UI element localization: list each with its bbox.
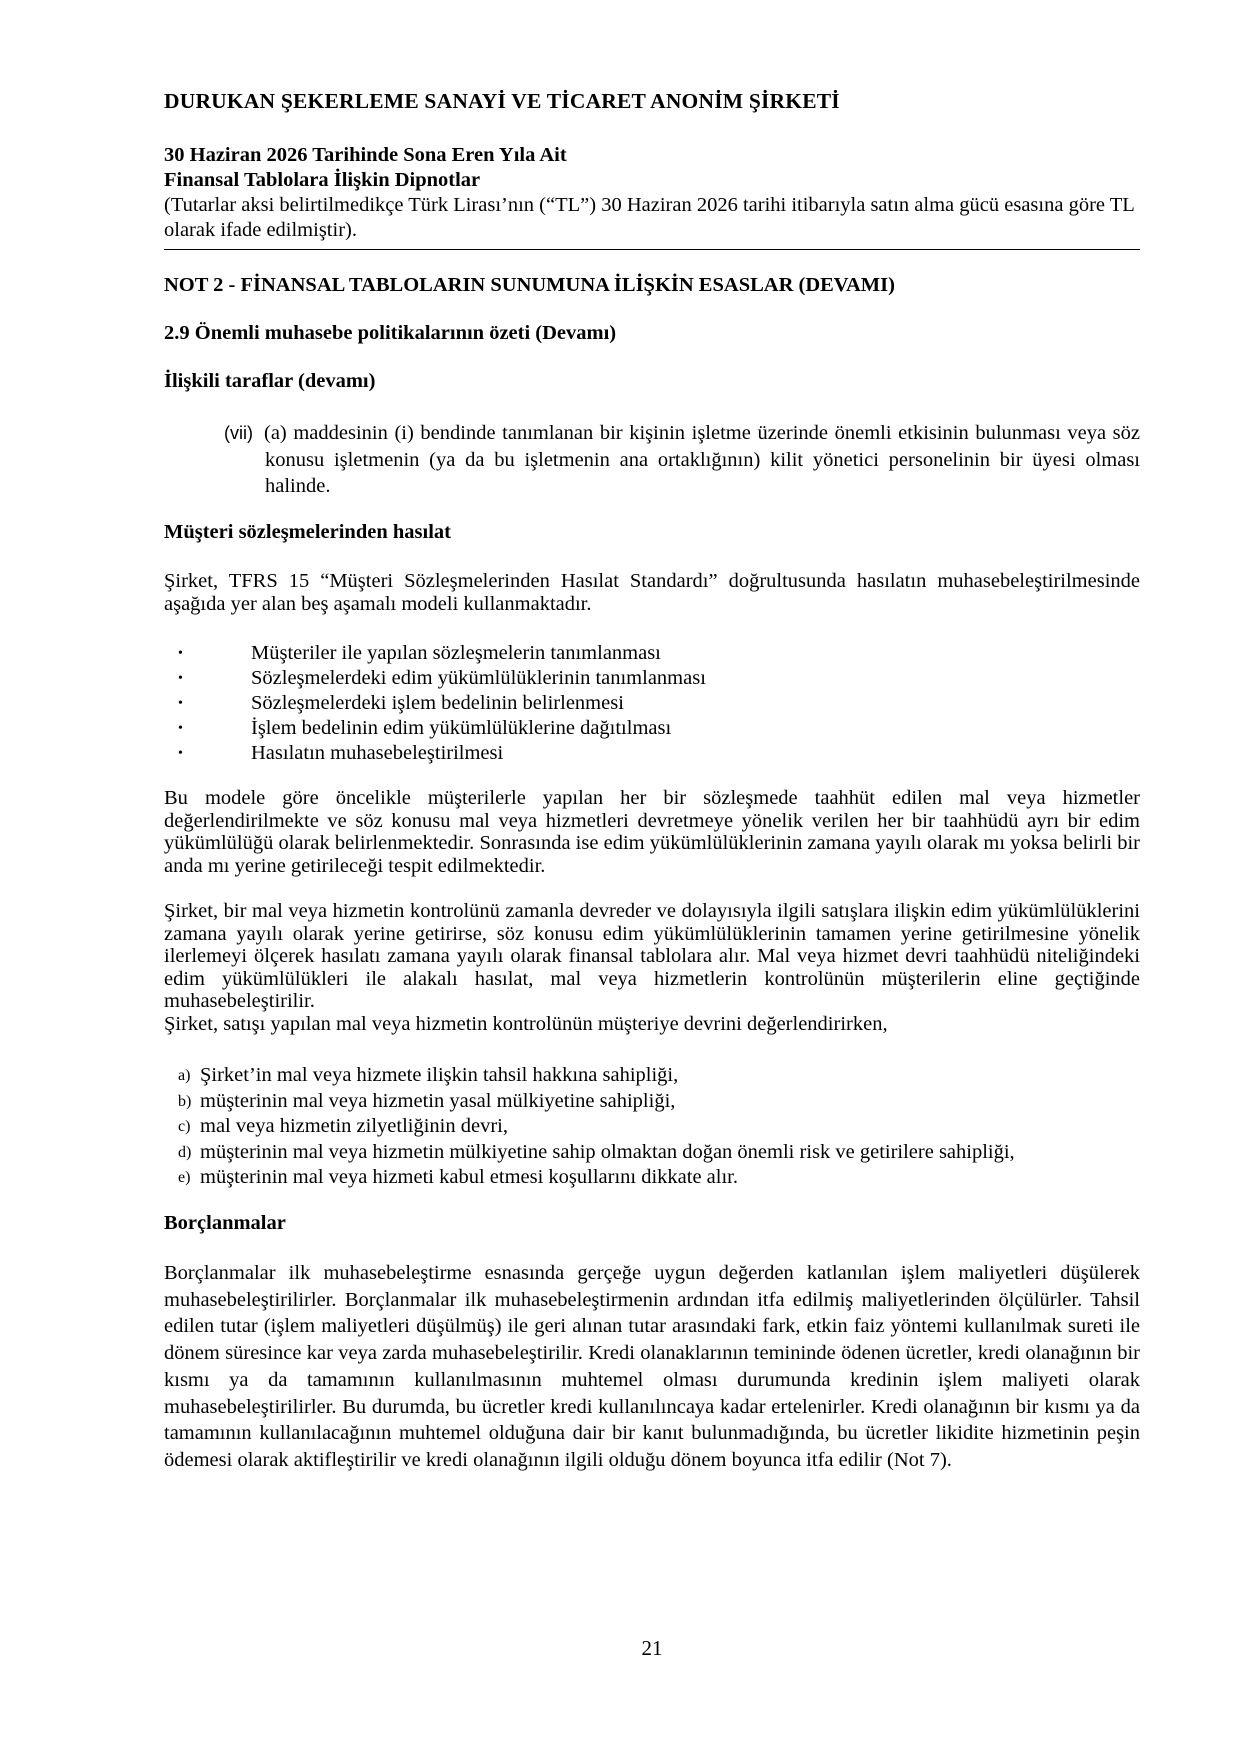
list-item	[164, 666, 1140, 691]
list-item-text: Sözleşmelerdeki işlem bedelinin belirlenmesi	[251, 692, 624, 714]
list-item	[164, 1089, 1140, 1115]
bullet-icon: •	[178, 746, 183, 761]
list-item	[164, 1114, 1140, 1140]
list-item-text: Müşteriler ile yapılan sözleşmelerin tanımlanması	[251, 642, 661, 664]
list-marker: a)	[178, 1067, 191, 1084]
list-marker: e)	[178, 1169, 191, 1186]
list-item	[164, 641, 1140, 666]
list-item	[164, 1165, 1140, 1191]
list-item	[164, 741, 1140, 766]
list-marker: c)	[178, 1118, 191, 1135]
list-item	[164, 716, 1140, 741]
list-item-text: İşlem bedelinin edim yükümlülüklerine dağıtılması	[251, 717, 672, 739]
list-item-text: müşterinin mal veya hizmeti kabul etmesi koşullarını dikkate alır.	[200, 1166, 738, 1188]
list-item-text: müşterinin mal veya hizmetin yasal mülkiyetine sahipliği,	[200, 1089, 676, 1112]
related-parties-heading: İlişkili taraflar (devamı)	[164, 370, 376, 392]
list-item	[164, 1140, 1140, 1166]
list-item-text: müşterinin mal veya hizmetin mülkiyetine sahip olmaktan doğan önemli risk ve getirilere sahipliği,	[200, 1140, 1015, 1163]
related-parties-item	[224, 420, 1140, 500]
bullet-icon: •	[178, 646, 183, 661]
list-item-text: Şirket’in mal veya hizmete ilişkin tahsil hakkına sahipliği,	[200, 1064, 679, 1086]
bullet-icon: •	[178, 696, 183, 711]
revenue-paragraph-1: Bu modele göre öncelikle müşterilerle yapılan her bir sözleşmede taahhüt edilen mal veya hizmetler değerlendirilmekte ve söz konusu mal veya hizmetleri devretmeye yönelik verilen her bir taahhüdü ayrı bir edim yükümlülüğü olarak belirlenmektedir. Sonrasında ise edim yükümlülüklerinin zamana yayılı olarak mı yoksa belirli bir anda mı yerine getirileceği tespit edilmektedir.	[164, 787, 1140, 877]
revenue-heading: Müşteri sözleşmelerinden hasılat	[164, 521, 451, 543]
company-name: DURUKAN ŞEKERLEME SANAYİ VE TİCARET ANONİM ŞİRKETİ	[164, 89, 840, 113]
list-marker: b)	[178, 1092, 192, 1110]
revenue-paragraph-3: Şirket, satışı yapılan mal veya hizmetin kontrolünün müşteriye devrini değerlendirirken,	[164, 1013, 888, 1035]
list-item	[164, 691, 1140, 716]
revenue-intro: Şirket, TFRS 15 “Müşteri Sözleşmelerinden Hasılat Standardı” doğrultusunda hasılatın muhasebeleştirilmesinde aşağıda yer alan beş aşamalı modeli kullanmaktadır.	[164, 570, 1140, 615]
bullet-icon: •	[178, 671, 183, 686]
list-item-text: Sözleşmelerdeki edim yükümlülüklerinin tanımlanması	[251, 667, 706, 689]
revenue-paragraph-2: Şirket, bir mal veya hizmetin kontrolünü zamanla devreder ve dolayısıyla ilgili satışlara ilişkin edim yükümlülüklerini zamana yayılı olarak yerine getirirse, söz konusu edim yükümlülüklerinin tamamen yerine getirilmesine yönelik ilerlemeyi ölçerek hasılatı zamana yayılı olarak finansal tablolara alır. Mal veya hizmet devri taahhüdü niteliğindeki edim yükümlülükleri ile alakalı hasılat, mal veya hizmetlerin kontrolünün müşterilerin eline geçtiğinde muhasebeleştirilir.	[164, 900, 1140, 1012]
borrowings-paragraph: Borçlanmalar ilk muhasebeleştirme esnasında gerçeğe uygun değerden katlanılan işlem maliyetleri düşülerek muhasebeleştirilirler. Borçlanmalar ilk muhasebeleştirmenin ardından itfa edilmiş maliyetlerinden ölçülürler. Tahsil edilen tutar (işlem maliyetleri düşülmüş) ile geri alınan tutar arasındaki fark, etkin faiz yöntemi kullanılmak sureti ile dönem süresince kar veya zarda muhasebeleştirilir. Kredi olanaklarının temininde ödenen ücretler, kredi olanağının bir kısmı ya da tamamının kullanılmasının muhtemel olması durumunda kredinin işlem maliyeti olarak muhasebeleştirilirler. Bu durumda, bu ücretler kredi kullanılıncaya kadar ertelenirler. Kredi olanağının bir kısmı ya da tamamının kullanılacağının muhtemel olduğuna dair bir kanıt bulunmadığında, bu ücretler likidite hizmetinin peşin ödemesi olarak aktifleştirilir ve kredi olanağının ilgili olduğu dönem boyunca itfa edilir (Not 7).	[164, 1262, 1140, 1471]
item-marker: (vii)	[224, 423, 253, 443]
list-marker: d)	[178, 1143, 192, 1161]
section-heading: 2.9 Önemli muhasebe politikalarının özeti (Devamı)	[164, 322, 617, 344]
report-title: Finansal Tablolara İlişkin Dipnotlar	[164, 169, 481, 191]
list-item-text: Hasılatın muhasebeleştirilmesi	[251, 742, 504, 764]
note-heading: NOT 2 - FİNANSAL TABLOLARIN SUNUMUNA İLİŞKİN ESASLAR (DEVAMI)	[164, 274, 895, 296]
item-text: (a) maddesinin (i) bendinde tanımlanan bir kişinin işletme üzerinde önemli etkisinin bulunması veya söz konusu işletmenin (ya da bu işletmenin ana ortaklığının) kilit yönetici personelinin bir üyesi olması halinde.	[264, 422, 1140, 497]
list-item-text: mal veya hizmetin zilyetliğinin devri,	[200, 1115, 508, 1137]
control-transfer-criteria	[164, 1063, 1140, 1191]
bullet-icon: •	[178, 721, 183, 736]
header-divider	[164, 249, 1140, 250]
currency-note: (Tutarlar aksi belirtilmedikçe Türk Lirası’nın (“TL”) 30 Haziran 2026 tarihi itibarıyla satın alma gücü esasına göre TL olarak ifade edilmiştir).	[164, 194, 1135, 241]
revenue-model-steps	[164, 641, 1140, 766]
report-header	[164, 143, 1140, 243]
page-number: 21	[641, 1636, 663, 1660]
borrowings-heading: Borçlanmalar	[164, 1212, 286, 1234]
list-item	[164, 1063, 1140, 1089]
report-period: 30 Haziran 2026 Tarihinde Sona Eren Yıla Ait	[164, 144, 567, 166]
